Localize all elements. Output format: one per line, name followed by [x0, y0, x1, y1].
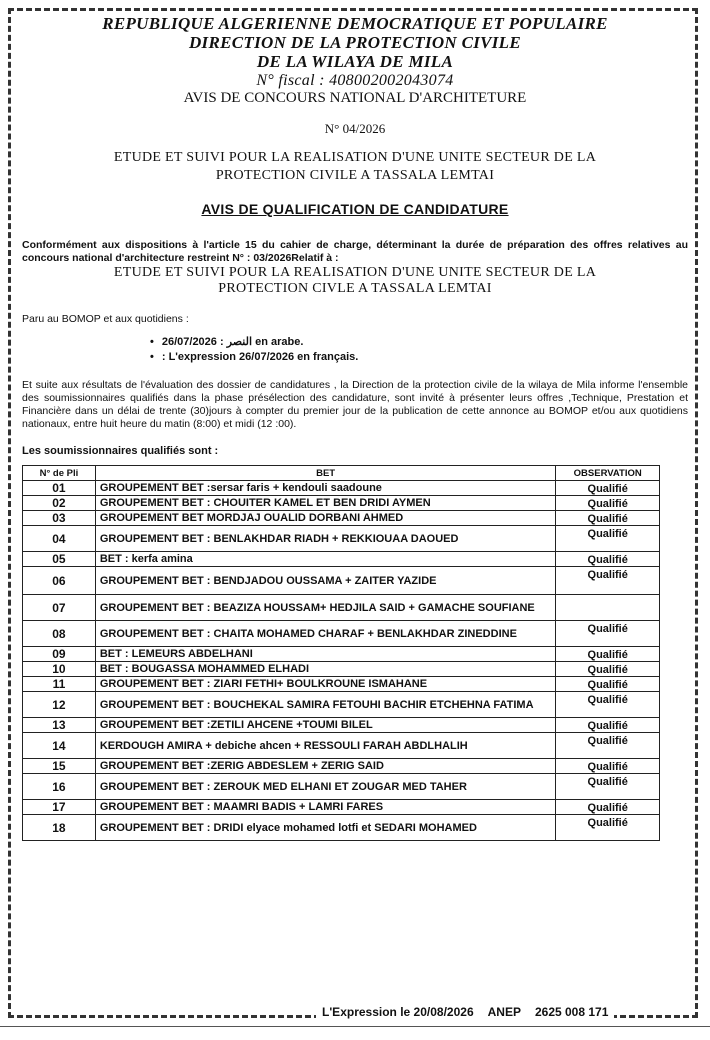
cell-pli: 04: [23, 526, 96, 552]
cell-pli: 10: [23, 662, 96, 677]
table-row: [23, 677, 660, 692]
cell-pli: 17: [23, 800, 96, 815]
project-title-line1: ETUDE ET SUIVI POUR LA REALISATION D'UNE UNITE SECTEUR DE LA: [113, 150, 597, 165]
cell-observation: Qualifié: [556, 774, 660, 800]
cell-pli: 05: [23, 552, 96, 567]
table-row: [23, 481, 660, 496]
cell-observation: Qualifié: [556, 496, 660, 511]
cell-pli: 02: [23, 496, 96, 511]
cell-observation: Qualifié: [556, 647, 660, 662]
table-row: [23, 595, 660, 621]
footer-code: 2625 008 171: [534, 1005, 609, 1019]
header-block: [22, 14, 688, 90]
cell-bet: GROUPEMENT BET : DRIDI elyace mohamed lotfi et SEDARI MOHAMED: [95, 815, 556, 841]
cell-observation: Qualifié: [556, 567, 660, 595]
cell-observation: Qualifié: [556, 692, 660, 718]
paragraph-resultats: Et suite aux résultats de l'évaluation des dossier de candidatures , la Direction de la protection civile de la wilaya de Mila informe l'ensemble des soumissionnaires qualifiés dans la phase présélection des candidature, sont invité à présenter leurs offres ,Technique, Prestation et Financière dans un délai de trente (30)jours à compter du premier jour de la publication de cette annonce au BOMOP et/ou aux quotidiens nationaux, entre huit heure du matin (8:00) et midi (12 :00).: [22, 379, 688, 430]
project-title-line2: PROTECTION CIVILE A TASSALA LEMTAI: [215, 168, 495, 183]
cell-pli: 09: [23, 647, 96, 662]
header-direction: DIRECTION DE LA PROTECTION CIVILE: [188, 33, 521, 52]
cell-observation: Qualifié: [556, 677, 660, 692]
cell-bet: BET : BOUGASSA MOHAMMED ELHADI: [95, 662, 556, 677]
cell-observation: Qualifié: [556, 662, 660, 677]
cell-observation: Qualifié: [556, 733, 660, 759]
table-row: [23, 692, 660, 718]
cell-bet: GROUPEMENT BET :ZETILI AHCENE +TOUMI BILEL: [95, 718, 556, 733]
header-wilaya: DE LA WILAYA DE MILA: [256, 52, 454, 71]
table-row: [23, 621, 660, 647]
avis-concours-title: AVIS DE CONCOURS NATIONAL D'ARCHITETURE: [183, 90, 527, 106]
table-row: [23, 662, 660, 677]
avis-number: N° 04/2026: [324, 121, 386, 136]
cell-pli: 06: [23, 567, 96, 595]
cell-pli: 13: [23, 718, 96, 733]
project-title: [22, 149, 688, 185]
table-row: [23, 526, 660, 552]
table-row: [23, 552, 660, 567]
cell-bet: GROUPEMENT BET :ZERIG ABDESLEM + ZERIG SAID: [95, 759, 556, 774]
table-row: [23, 647, 660, 662]
table-row: [23, 774, 660, 800]
cell-observation: Qualifié: [556, 815, 660, 841]
bottom-rule: [0, 1026, 710, 1027]
paragraph-project-line2: PROTECTION CIVLE A TASSALA LEMTAI: [218, 281, 492, 296]
cell-pli: 15: [23, 759, 96, 774]
cell-bet: GROUPEMENT BET : MAAMRI BADIS + LAMRI FARES: [95, 800, 556, 815]
cell-observation: Qualifié: [556, 800, 660, 815]
cell-bet: GROUPEMENT BET : ZEROUK MED ELHANI ET ZOUGAR MED TAHER: [95, 774, 556, 800]
qualified-list-title: Les soumissionnaires qualifiés sont :: [22, 445, 219, 457]
cell-bet: GROUPEMENT BET : BENLAKHDAR RIADH + REKKIOUAA DAOUED: [95, 526, 556, 552]
table-header-row: [23, 466, 660, 481]
cell-bet: KERDOUGH AMIRA + debiche ahcen + RESSOULI FARAH ABDLHALIH: [95, 733, 556, 759]
paru-text: Paru au BOMOP et aux quotidiens :: [22, 313, 189, 325]
cell-observation: Qualifié: [556, 718, 660, 733]
cell-bet: GROUPEMENT BET : BOUCHEKAL SAMIRA FETOUHI BACHIR ETCHEHNA FATIMA: [95, 692, 556, 718]
footer-publication: L'Expression le 20/08/2026: [322, 1005, 474, 1019]
footer-credit: [316, 1005, 614, 1019]
cell-pli: 08: [23, 621, 96, 647]
header-fiscal-number: N° fiscal : 408002002043074: [256, 72, 454, 89]
cell-bet: GROUPEMENT BET : BENDJADOU OUSSAMA + ZAITER YAZIDE: [95, 567, 556, 595]
table-row: [23, 567, 660, 595]
paragraph-project-line1: ETUDE ET SUIVI POUR LA REALISATION D'UNE UNITE SECTEUR DE LA: [113, 265, 597, 280]
cell-bet: GROUPEMENT BET : ZIARI FETHI+ BOULKROUNE ISMAHANE: [95, 677, 556, 692]
cell-bet: GROUPEMENT BET : BEAZIZA HOUSSAM+ HEDJILA SAID + GAMACHE SOUFIANE: [95, 595, 556, 621]
cell-bet: GROUPEMENT BET MORDJAJ OUALID DORBANI AHMED: [95, 511, 556, 526]
header-bet: BET: [95, 466, 556, 481]
cell-bet: GROUPEMENT BET : CHAITA MOHAMED CHARAF + BENLAKHDAR ZINEDDINE: [95, 621, 556, 647]
table-row: [23, 718, 660, 733]
cell-observation: Qualifié: [556, 481, 660, 496]
cell-observation: [556, 595, 660, 621]
cell-observation: Qualifié: [556, 621, 660, 647]
cell-observation: Qualifié: [556, 526, 660, 552]
newspapers-list: [22, 335, 688, 365]
header-observation: OBSERVATION: [556, 466, 660, 481]
table-row: [23, 496, 660, 511]
cell-bet: BET : kerfa amina: [95, 552, 556, 567]
cell-bet: GROUPEMENT BET :sersar faris + kendouli saadoune: [95, 481, 556, 496]
paragraph-project-title: [22, 265, 688, 297]
header-pli: N° de Pli: [23, 466, 96, 481]
table-row: [23, 815, 660, 841]
cell-pli: 12: [23, 692, 96, 718]
paragraph-conformement: Conformément aux dispositions à l'article 15 du cahier de charge, déterminant la durée de préparation des offres relatives au concours national d'architecture restreint N° : 03/2026Relatif à :: [22, 239, 688, 264]
newspaper-french: • : L'expression 26/07/2026 en français.: [150, 350, 688, 365]
qualification-title: AVIS DE QUALIFICATION DE CANDIDATURE: [201, 201, 509, 217]
table-row: [23, 733, 660, 759]
table-row: [23, 759, 660, 774]
qualified-table: [22, 465, 660, 841]
cell-bet: BET : LEMEURS ABDELHANI: [95, 647, 556, 662]
newspaper-arabic: • النصر : 26/07/2026 en arabe.: [150, 335, 688, 350]
cell-pli: 07: [23, 595, 96, 621]
cell-pli: 14: [23, 733, 96, 759]
header-republique: REPUBLIQUE ALGERIENNE DEMOCRATIQUE ET POPULAIRE: [102, 14, 608, 33]
cell-pli: 01: [23, 481, 96, 496]
table-row: [23, 800, 660, 815]
table-row: [23, 511, 660, 526]
cell-pli: 16: [23, 774, 96, 800]
table-body: [23, 481, 660, 841]
cell-bet: GROUPEMENT BET : CHOUITER KAMEL ET BEN DRIDI AYMEN: [95, 496, 556, 511]
cell-pli: 11: [23, 677, 96, 692]
cell-pli: 03: [23, 511, 96, 526]
cell-observation: Qualifié: [556, 759, 660, 774]
cell-pli: 18: [23, 815, 96, 841]
document-body: [22, 14, 688, 841]
cell-observation: Qualifié: [556, 552, 660, 567]
footer-agency: ANEP: [487, 1005, 521, 1019]
cell-observation: Qualifié: [556, 511, 660, 526]
